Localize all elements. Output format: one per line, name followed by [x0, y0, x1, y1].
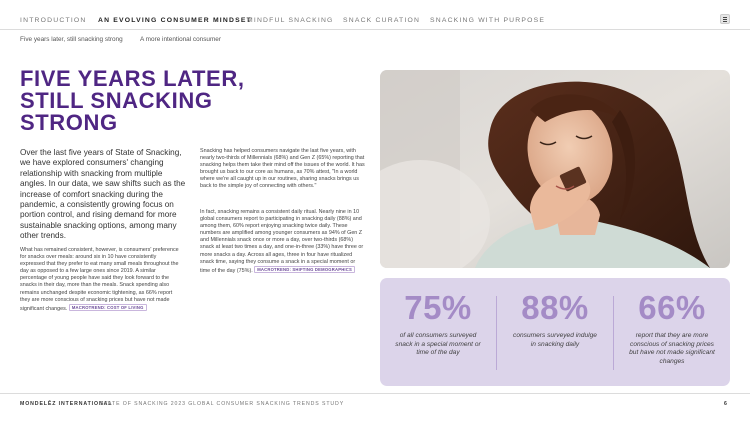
intro-paragraph: Over the last five years of State of Snacking, we have explored consumers' changing relationship with snacking from multiple angles. In our data, we saw shifts such as the increase of comfort snacking during the pandemic, a consistently growing focus on portion control, and rising demand for more sustainable snacking options, among many other trends.: [20, 148, 186, 241]
nav-tab-evolving-consumer-mindset[interactable]: AN EVOLVING CONSUMER MINDSET: [98, 17, 252, 24]
body-paragraph-mid-1: Snacking has helped consumers navigate the last five years, with nearly two-thirds of Millennials (68%) and Gen Z (65%) reporting that snacking helps them take their mind off the issues of the world. It has brought us back to our core as humans, as 70% attest, "In a world where we're all caught up in our routines, sharing snacks brings us back to the simple joy of connecting with others.": [200, 148, 365, 190]
subnav-five-years-later[interactable]: Five years later, still snacking strong: [20, 36, 123, 43]
nav-tab-snacking-with-purpose[interactable]: SNACKING WITH PURPOSE: [430, 17, 546, 24]
macrotrend-tag-shifting-demographics[interactable]: MACROTREND: SHIFTING DEMOGRAPHICS: [254, 266, 355, 273]
stats-panel: [380, 278, 730, 386]
footer-report-title: STATE OF SNACKING 2023 GLOBAL CONSUMER SNACKING TRENDS STUDY: [100, 401, 345, 407]
page-title: [20, 68, 310, 134]
stat-card-2: [497, 278, 613, 386]
stat-value: 66%: [638, 289, 706, 326]
stat-value: 75%: [404, 289, 472, 326]
nav-tab-mindful-snacking[interactable]: MINDFUL SNACKING: [247, 17, 334, 24]
body-left-text: What has remained consistent, however, is consumers' preference for snacks over meals: around six in 10 have consistently expressed that they prefer to eat many small meals throughout the day as opposed to a few large ones since 2019. A similar percentage of young people have said they look forward to the snacks in their day, more than the meals. Snack spending also remains unchanged despite economic tightening, as 66% report they are more conscious of snacking prices but have not made significant changes.: [20, 247, 179, 312]
stat-card-3: [614, 278, 730, 386]
hamburger-menu-icon[interactable]: [720, 14, 730, 24]
top-nav: [0, 0, 750, 30]
nav-tab-snack-curation[interactable]: SNACK CURATION: [343, 17, 421, 24]
macrotrend-tag-cost-of-living[interactable]: MACROTREND: COST OF LIVING: [69, 304, 147, 311]
footer: [0, 393, 750, 422]
stat-label: report that they are more conscious of snacking prices but have not made significant changes: [629, 332, 715, 365]
woman-eating-chocolate-photo: [380, 70, 730, 268]
page-number: 6: [724, 401, 727, 407]
photo-illustration: [380, 70, 730, 268]
nav-tab-introduction[interactable]: INTRODUCTION: [20, 17, 87, 24]
body-mid-2-text: In fact, snacking remains a consistent daily ritual. Nearly nine in 10 global consumers report to participating in snacking daily (88%) and among them, 60% report enjoying snacking twice daily. These numbers are amplified among younger consumers as 94% of Gen Z and Millennials snack once or more a day, over two-thirds (68%) snack at least two times a day, and one-in-three (33%) have three or more snacks a day. Across all ages, three in four have ritualized snack time, saying they consume a snack in a special moment or time of the day (75%).: [200, 209, 364, 274]
body-paragraph-left: [20, 247, 180, 313]
body-paragraph-mid-2: [200, 209, 365, 275]
subnav-more-intentional-consumer[interactable]: A more intentional consumer: [140, 36, 221, 43]
stat-label: consumers surveyed indulge in snacking daily: [513, 332, 597, 348]
page-title-line-1: FIVE YEARS LATER,: [20, 66, 245, 91]
stat-label: of all consumers surveyed snack in a special moment or time of the day: [395, 332, 481, 357]
stat-card-1: [380, 278, 496, 386]
page-title-line-2: STILL SNACKING STRONG: [20, 88, 213, 135]
stat-value: 88%: [521, 289, 589, 326]
footer-brand: MONDELĒZ INTERNATIONAL: [20, 401, 113, 407]
